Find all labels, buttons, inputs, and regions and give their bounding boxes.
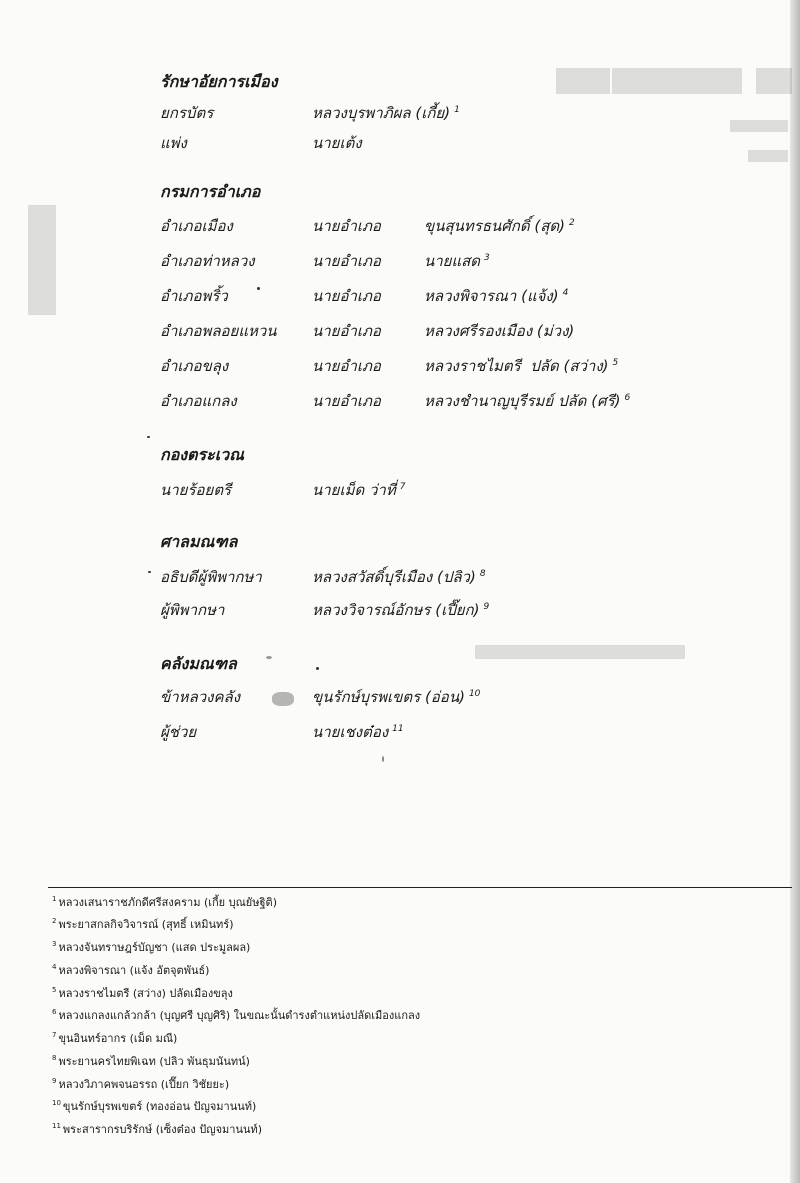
person-name: หลวงพิจารณา (แจ้ง) $^4$: [424, 287, 569, 305]
person-name: นายเต้ง: [312, 134, 362, 152]
section-title-district-officials: กรมการอำเภอ: [160, 182, 261, 201]
role-label: อำเภอท่าหลวง: [160, 252, 255, 270]
person-name: นายแสด $^3$: [424, 252, 490, 270]
section-title-treasury: คลังมณฑล: [160, 654, 237, 673]
person-name: หลวงศรีรองเมือง (ม่วง): [424, 322, 575, 340]
role-label: อำเภอพริ้ว: [160, 287, 228, 305]
role-label: ผู้พิพากษา: [160, 601, 225, 619]
role-label: นายร้อยตรี: [160, 481, 232, 499]
section-title-patrol: กองตระเวณ: [160, 445, 244, 464]
footnote-ref: 9: [483, 602, 490, 612]
footnote-item: $^9$ หลวงวิภาคพจนอรรถ (เปี๊ยก วิชัยยะ): [52, 1077, 230, 1091]
person-name: หลวงสวัสดิ์บุรีเมือง (ปลิว) $^8$: [312, 568, 486, 586]
footnote-ref: 8: [479, 569, 486, 579]
footnote-item: $^{11}$ พระสารากรบริรักษ์ (เซ็งต๋อง ปัญจมานนท์): [52, 1122, 263, 1136]
person-name: หลวงบุรพาภิผล (เกี้ย) $^1$: [312, 104, 460, 122]
role-label: อำเภอเมือง: [160, 217, 233, 235]
footnote-ref: 1: [454, 105, 460, 115]
footnote-ref: 5: [612, 358, 619, 368]
role-label: อำเภอพลอยแหวน: [160, 322, 277, 340]
footnote-item: $^6$ หลวงแกลงแกล้วกล้า (บุญศรี บุญศิริ) ในขณะนั้นดำรงตำแหน่งปลัดเมืองแกลง: [52, 1008, 421, 1022]
position-label: นายอำเภอ: [312, 322, 381, 340]
footnote-item: $^1$ หลวงเสนาราชภักดีศรีสงคราม (เกี้ย บุณยัษฐิติ): [52, 895, 277, 909]
footnote-divider: [48, 887, 792, 888]
person-name: หลวงราชไมตรี ปลัด (สว่าง) $^5$: [424, 357, 619, 375]
role-label: อำเภอแกลง: [160, 392, 237, 410]
footnote-ref: 10: [468, 689, 481, 699]
position-label: นายอำเภอ: [312, 357, 381, 375]
position-label: นายอำเภอ: [312, 287, 381, 305]
person-name: หลวงชำนาญบุรีรมย์ ปลัด (ศรี) $^6$: [424, 392, 631, 410]
page-edge-shadow: [790, 0, 800, 1183]
footnote-item: $^8$ พระยานครไทยพิเฉท (ปลิว พันธุมนันทน์): [52, 1054, 250, 1068]
footnote-item: $^5$ หลวงราชไมตรี (สว่าง) ปลัดเมืองขลุง: [52, 986, 233, 1000]
footnote-item: $^3$ หลวงจันทราษฎร์บัญชา (แสด ประมูลผล): [52, 940, 251, 954]
role-label: ผู้ช่วย: [160, 723, 197, 741]
footnote-ref: 6: [624, 393, 631, 403]
footnote-item: $^7$ ขุนอินทร์อากร (เม็ด มณี): [52, 1031, 178, 1045]
footnote-ref: 4: [562, 288, 569, 298]
role-label: อธิบดีผู้พิพากษา: [160, 568, 262, 586]
role-label: อำเภอขลุง: [160, 357, 229, 375]
section-title-prosecutor: รักษาอัยการเมือง: [160, 72, 278, 91]
footnote-ref: 7: [399, 482, 406, 492]
footnote-ref: 11: [392, 724, 404, 734]
position-label: นายอำเภอ: [312, 217, 381, 235]
section-title-court: ศาลมณฑล: [160, 532, 238, 551]
position-label: นายอำเภอ: [312, 252, 381, 270]
role-label: ข้าหลวงคลัง: [160, 688, 241, 706]
footnote-ref: 3: [484, 253, 490, 263]
footnote-item: $^2$ พระยาสกลกิจวิจารณ์ (สุทธิ์ เหมินทร์): [52, 917, 234, 931]
footnote-item: $^4$ หลวงพิจารณา (แจ้ง อัตจุตพันธ์): [52, 963, 210, 977]
person-name: นายเชงต๋อง $^{11}$: [312, 723, 404, 741]
position-label: นายอำเภอ: [312, 392, 381, 410]
person-name: หลวงวิจารณ์อักษร (เปี๊ยก) $^9$: [312, 601, 490, 619]
footnote-ref: 2: [568, 218, 575, 228]
person-name: ขุนสุนทรธนศักดิ์ (สุด) $^2$: [424, 217, 575, 235]
role-label: ยกรบัตร: [160, 104, 214, 122]
person-name: ขุนรักษ์บุรพเขตร (อ่อน) $^{10}$: [312, 688, 481, 706]
role-label: แพ่ง: [160, 134, 187, 152]
person-name: นายเม็ด ว่าที่ $^7$: [312, 481, 406, 499]
footnote-item: $^{10}$ ขุนรักษ์บุรพเขตร์ (ทองอ่อน ปัญจมานนท์): [52, 1099, 257, 1113]
